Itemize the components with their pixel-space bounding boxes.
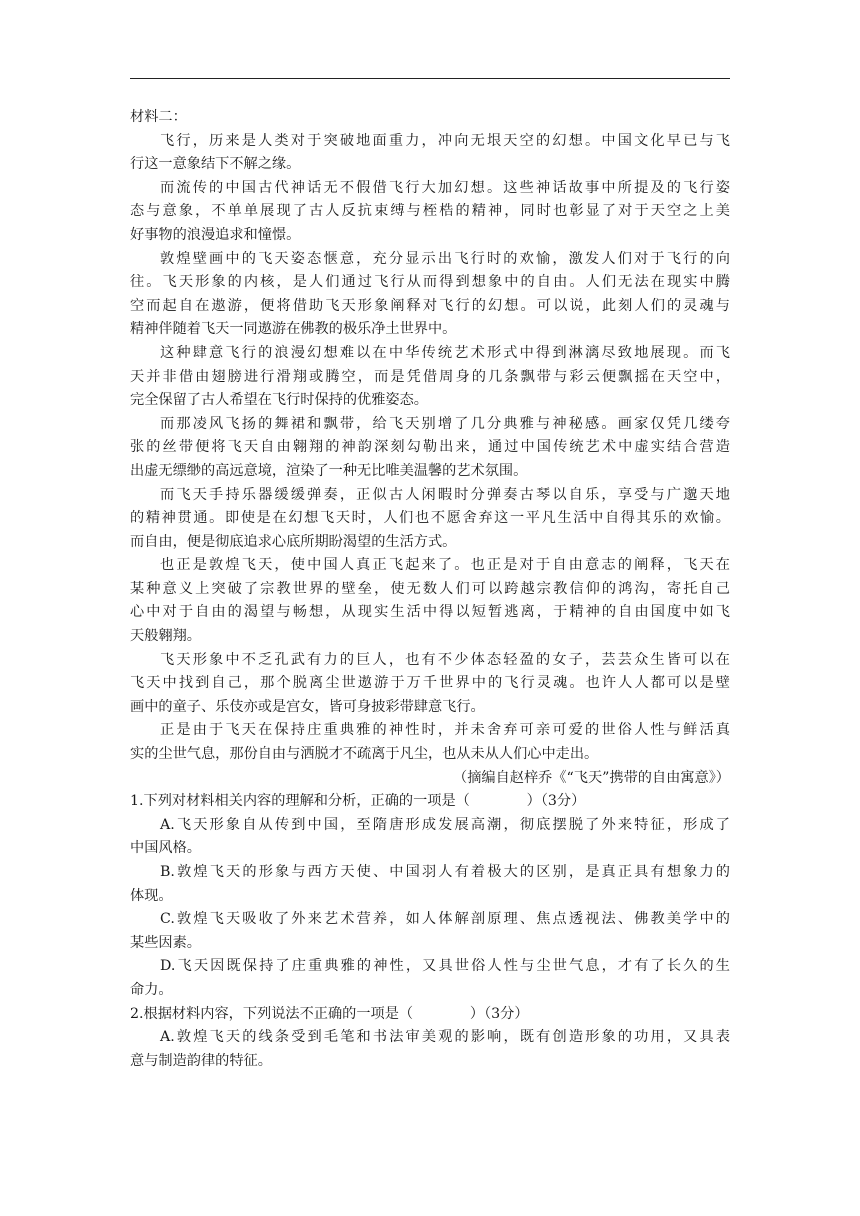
text-line: 正是由于飞天在保持庄重典雅的神性时，并未舍弃可亲可爱的世俗人性与鲜活真	[160, 722, 730, 739]
text-line: 飞行，历来是人类对于突破地面重力，冲向无垠天空的幻想。中国文化早已与飞	[160, 132, 730, 149]
paragraph	[130, 484, 730, 555]
text-line: 敦煌壁画中的飞天姿态惬意，充分显示出飞行时的欢愉，激发人们对于飞行的向	[160, 250, 730, 267]
text-line: 飞天形象中不乏孔武有力的巨人，也有不少体态轻盈的女子，芸芸众生皆可以在	[160, 651, 730, 668]
text-line: 好事物的浪漫追求和憧憬。	[130, 226, 301, 243]
text-line: 态与意象，不单单展现了古人反抗束缚与桎梏的精神，同时也彰显了对于天空之上美	[130, 203, 730, 220]
option-line: B.敦煌飞天的形象与西方天使、中国羽人有着极大的区别，是真正具有想象力的	[160, 864, 730, 880]
question-1-option-d	[130, 955, 730, 1002]
paragraph	[130, 649, 730, 720]
option-line: 某些因素。	[130, 934, 201, 951]
material-label: 材料二：	[130, 109, 187, 125]
question-1-stem: 1.下列对材料相关内容的理解和分析，正确的一项是（ ）（3分）	[130, 793, 586, 810]
option-line: 意与制造韵律的特征。	[130, 1052, 272, 1069]
paragraph	[130, 413, 730, 484]
option-line: 体现。	[130, 887, 173, 904]
text-line: 而那凌风飞扬的舞裙和飘带，给飞天别增了几分典雅与神秘感。画家仅凭几缕夸	[160, 415, 730, 432]
text-line: 也正是敦煌飞天，使中国人真正飞起来了。也正是对于自由意志的阐释，飞天在	[160, 557, 730, 574]
text-line: 而自由，便是彻底追求心底所期盼渴望的生活方式。	[130, 533, 457, 550]
option-line: A.敦煌飞天的线条受到毛笔和书法审美观的影响，既有创造形象的功用，又具表	[160, 1029, 730, 1046]
text-line: 飞天中找到自己，那个脱离尘世遨游于万千世界中的飞行灵魂。也许人人都可以是壁	[130, 675, 730, 692]
text-line: 出虚无缥缈的高远意境，渲染了一种无比唯美温馨的艺术氛围。	[130, 462, 528, 479]
text-line: 完全保留了古人希望在飞行时保持的优雅姿态。	[130, 392, 428, 409]
header-rule	[130, 78, 730, 79]
paragraph	[130, 130, 730, 177]
text-line: 往。飞天形象的内核，是人们通过飞行从而得到想象中的自由。人们无法在现实中腾	[130, 274, 730, 291]
text-line: 这种肆意飞行的浪漫幻想难以在中华传统艺术形式中得到淋漓尽致地展现。而飞	[160, 344, 730, 361]
paragraph	[130, 342, 730, 413]
text-line: 而飞天手持乐器缓缓弹奏，正似古人闲暇时分弹奏古琴以自乐，享受与广邈天地	[160, 486, 730, 503]
text-line: 天般翱翔。	[130, 628, 201, 645]
text-line: 画中的童子、乐伎亦或是宫女，皆可身披彩带肆意飞行。	[130, 698, 485, 715]
question-2-stem: 2.根据材料内容，下列说法不正确的一项是（ ）（3分）	[130, 1005, 529, 1022]
option-line: D.飞天因既保持了庄重典雅的神性，又具世俗人性与尘世气息，才有了长久的生	[160, 958, 730, 975]
text-line: 心中对于自由的渴望与畅想，从现实生活中得以短暂逃离，于精神的自由国度中如飞	[130, 604, 730, 621]
question-1-option-b	[130, 861, 730, 908]
option-line: 命力。	[130, 981, 173, 998]
text-line: 精神伴随着飞天一同遨游在佛教的极乐净土世界中。	[130, 321, 457, 338]
text-line: 行这一意象结下不解之缘。	[130, 156, 301, 173]
option-line: 中国风格。	[130, 840, 201, 857]
text-line: 空而起自在遨游，便将借助飞天形象阐释对飞行的幻想。可以说，此刻人们的灵魂与	[130, 297, 730, 314]
paragraph	[130, 554, 730, 648]
paragraph	[130, 719, 730, 766]
source-citation: （摘编自赵梓乔《“飞天”携带的自由寓意》）	[453, 769, 730, 786]
document-body	[130, 106, 730, 1073]
text-line: 天并非借由翅膀进行滑翔或腾空，而是凭借周身的几条飘带与彩云便飘摇在天空中，	[130, 368, 730, 385]
question-1-option-a	[130, 814, 730, 861]
question-1-option-c	[130, 908, 730, 955]
text-line: 的精神贯通。即使是在幻想飞天时，人们也不愿舍弃这一平凡生活中自得其乐的欢愉。	[130, 510, 730, 527]
text-line: 张的丝带便将飞天自由翱翔的神韵深刻勾勒出来，通过中国传统艺术中虚实结合营造	[130, 439, 730, 456]
paragraph	[130, 248, 730, 342]
paragraph	[130, 177, 730, 248]
question-2-option-a	[130, 1026, 730, 1073]
option-line: A.飞天形象自从传到中国，至隋唐形成发展高潮，彻底摆脱了外来特征，形成了	[160, 816, 730, 833]
text-line: 实的尘世气息，那份自由与洒脱才不疏离于凡尘，也从未从人们心中走出。	[130, 746, 599, 763]
option-line: C.敦煌飞天吸收了外来艺术营养，如人体解剖原理、焦点透视法、佛教美学中的	[160, 911, 730, 928]
text-line: 某种意义上突破了宗教世界的壁垒，使无数人们可以跨越宗教信仰的鸿沟，寄托自己	[130, 580, 730, 597]
text-line: 而流传的中国古代神话无不假借飞行大加幻想。这些神话故事中所提及的飞行姿	[160, 179, 730, 196]
